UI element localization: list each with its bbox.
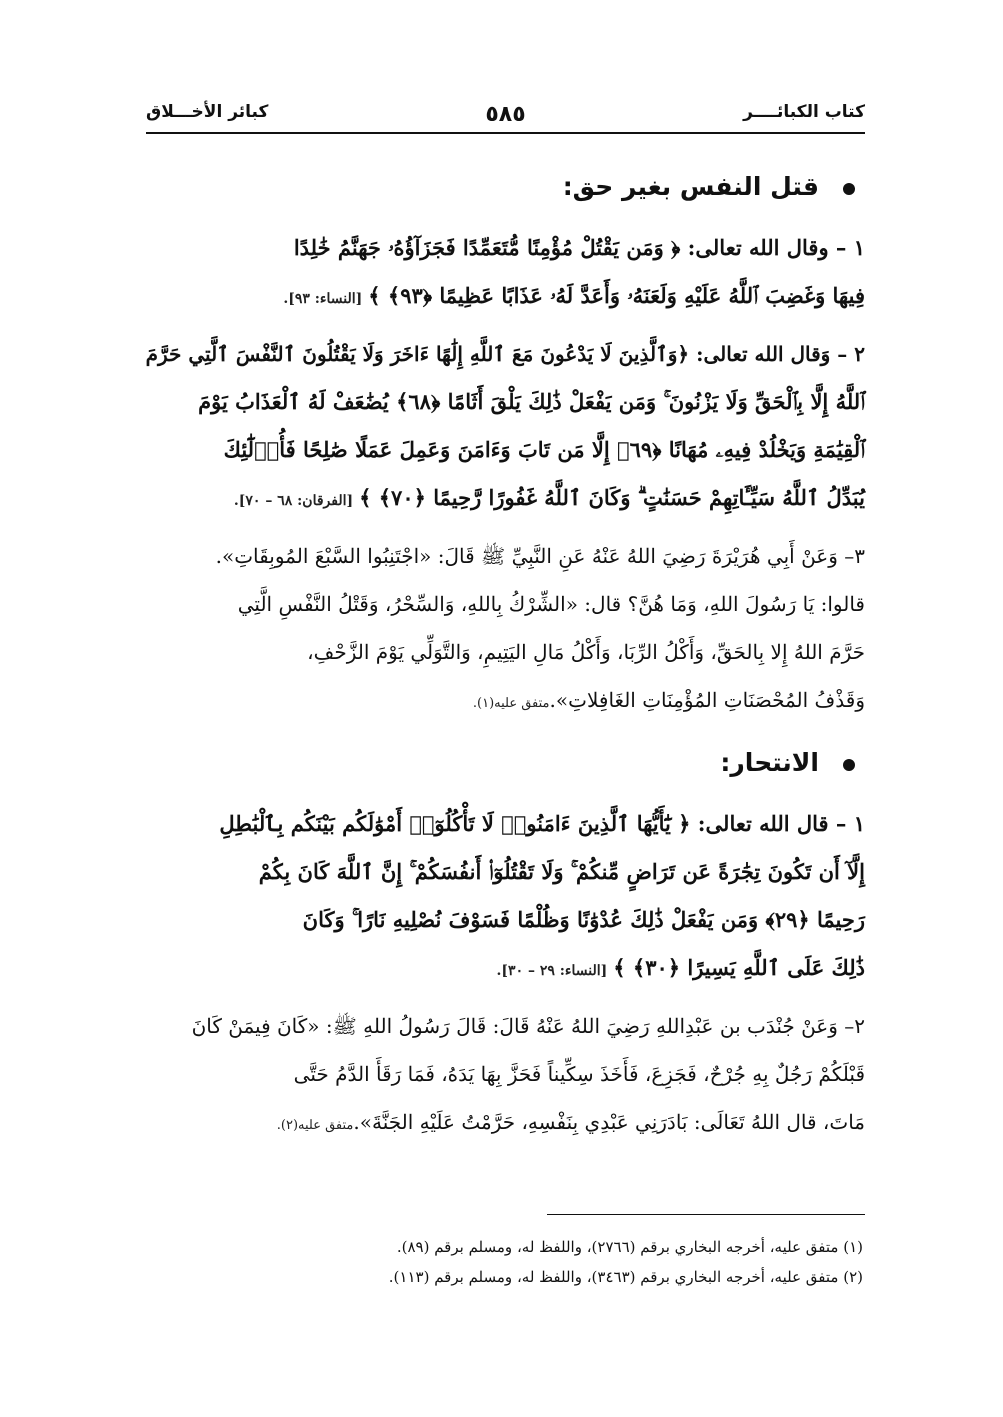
- text-line: [143, 676, 865, 724]
- hadith-text: مَاتَ، قال اللهُ تَعَالَى: بَادَرَنِي عَبْدِي بِنَفْسِهِ، حَرَّمْتُ عَلَيْهِ الجَنَّةَ».: [353, 1110, 865, 1134]
- footnote: (٢) متفق عليه، أخرجه البخاري برقم (٣٤٦٣)، واللفظ له، ومسلم برقم (١١٣).: [388, 1268, 863, 1286]
- hadith-reference: متفق عليه(١).: [472, 696, 550, 711]
- evidence-item: [143, 330, 865, 522]
- footnote-divider: [547, 1214, 865, 1215]
- evidence-item: [143, 224, 865, 320]
- verse-reference: [النساء: ٢٩ – ٣٠].: [496, 963, 608, 979]
- text-line: [143, 474, 865, 522]
- text-line: ٱلْقِيَٰمَةِ وَيَخْلُدْ فِيهِۦ مُهَانًا ﴿٦٩﴾ إِلَّا مَن تَابَ وَءَامَنَ وَعَمِلَ عَمَلًا صَٰلِحًا فَأُو۟لَٰٓئِكَ: [223, 437, 865, 462]
- verse-text: فِيهَا وَغَضِبَ ٱللَّهُ عَلَيْهِ وَلَعَنَهُۥ وَأَعَدَّ لَهُۥ عَذَابًا عَظِيمًا ﴿٩٣﴾ ﴾: [368, 283, 865, 308]
- hadith-text: وَقَذْفُ المُحْصَنَاتِ المُؤْمِنَاتِ الغَافِلاتِ».: [549, 688, 865, 712]
- verse-text: ذَٰلِكَ عَلَى ٱللَّهِ يَسِيرًا ﴿٣٠﴾ ﴾: [613, 955, 865, 980]
- text-line: قَبْلَكُمْ رَجُلٌ بِهِ جُرْحٌ، فَجَزِعَ، فَأَخَذَ سِكِّيناً فَحَزَّ بِهَا يَدَهُ، فَمَا رَقَأَ الدَّمُ حَتَّى: [293, 1062, 865, 1086]
- text-line: ٢– وَعَنْ جُنْدَب بن عَبْدِاللهِ رَضِيَ اللهُ عَنْهُ قَالَ: قَالَ رَسُولُ اللهِ ﷺ: «كَانَ فِيمَنْ كَانَ: [191, 1014, 865, 1038]
- text-line: ١ – وقال الله تعالى: ﴿ وَمَن يَقْتُلْ مُؤْمِنًا مُّتَعَمِّدًا فَجَزَآؤُهُۥ جَهَنَّمُ خَٰلِدًا: [293, 235, 865, 260]
- text-line: ١ – قال الله تعالى: ﴿ يَٰٓأَيُّهَا ٱلَّذِينَ ءَامَنُوا۟ لَا تَأْكُلُوٓا۟ أَمْوَٰلَكُم بَيْنَكُم بِٱلْبَٰطِلِ: [219, 811, 865, 836]
- text-line: إِلَّآ أَن تَكُونَ تِجَٰرَةً عَن تَرَاضٍ مِّنكُمْ ۚ وَلَا تَقْتُلُوٓا۟ أَنفُسَكُمْ ۚ إِنَّ ٱللَّهَ كَانَ بِكُمْ: [258, 859, 865, 884]
- text-line: ٱللَّهُ إِلَّا بِٱلْحَقِّ وَلَا يَزْنُونَ ۚ وَمَن يَفْعَلْ ذَٰلِكَ يَلْقَ أَثَامًا ﴿٦٨﴾ يُضَٰعَفْ لَهُ ٱلْعَذَابُ يَوْمَ: [198, 389, 865, 414]
- section-suicide: [143, 734, 865, 1146]
- footnotes: [143, 1232, 863, 1292]
- footnote: (١) متفق عليه، أخرجه البخاري برقم (٢٧٦٦)، واللفظ له، ومسلم برقم (٨٩).: [396, 1238, 863, 1256]
- page-body: [143, 158, 865, 1156]
- text-line: [143, 1098, 865, 1146]
- text-line: [143, 272, 865, 320]
- text-line: قالوا: يَا رَسُولَ اللهِ، وَمَا هُنَّ؟ قال: «الشِّرْكُ بِاللهِ، وَالسِّحْرُ، وَقَتْلُ النَّفْسِ الَّتِي: [237, 592, 865, 616]
- section-heading: [143, 158, 865, 216]
- evidence-item: [143, 1002, 865, 1146]
- hadith-reference: متفق عليه(٢).: [276, 1118, 354, 1133]
- evidence-item: [143, 532, 865, 724]
- verse-reference: [الفرقان: ٦٨ – ٧٠].: [233, 493, 354, 509]
- bullet-icon: [843, 759, 855, 771]
- section-heading-text: قتل النفس بغير حق:: [562, 172, 819, 201]
- page-number: ٥٨٥: [485, 102, 526, 127]
- verse-reference: [النساء: ٩٣].: [283, 291, 363, 307]
- book-title: كتاب الكبائــــر: [743, 102, 865, 122]
- text-line: رَحِيمًا ﴿٢٩﴾ وَمَن يَفْعَلْ ذَٰلِكَ عُدْوَٰنًا وَظُلْمًا فَسَوْفَ نُصْلِيهِ نَارًا ۚ وَكَانَ: [302, 907, 865, 932]
- bullet-icon: [843, 183, 855, 195]
- evidence-item: [143, 800, 865, 992]
- text-line: حَرَّمَ اللهُ إِلا بِالحَقِّ، وَأَكْلُ الرِّبَا، وَأَكْلُ مَالِ اليَتِيمِ، وَالتَّوَلِّي يَوْمَ الزَّحْفِ،: [307, 640, 865, 664]
- section-heading: [143, 734, 865, 792]
- running-header: [146, 98, 865, 134]
- text-line: ٢ – وَقال الله تعالى: ﴿وَٱلَّذِينَ لَا يَدْعُونَ مَعَ ٱللَّهِ إِلَٰهًا ءَاخَرَ وَلَا يَقْتُلُونَ ٱلنَّفْسَ ٱلَّتِي حَرَّمَ: [145, 342, 865, 366]
- text-line: [143, 944, 865, 992]
- text-line: ٣– وَعَنْ أَبِي هُرَيْرَةَ رَضِيَ اللهُ عَنْهُ عَنِ النَّبِيِّ ﷺ قَالَ: «اجْتَنِبُوا السَّبْعَ المُوبِقَاتِ».: [215, 544, 865, 568]
- chapter-title: كبائر الأخـــلاق: [146, 102, 269, 122]
- section-killing-soul: [143, 158, 865, 724]
- verse-text: يُبَدِّلُ ٱللَّهُ سَيِّـَٔاتِهِمْ حَسَنَٰتٍ ۗ وَكَانَ ٱللَّهُ غَفُورًا رَّحِيمًا ﴿٧٠﴾ ﴾: [359, 485, 865, 510]
- section-heading-text: الانتحار:: [720, 748, 819, 777]
